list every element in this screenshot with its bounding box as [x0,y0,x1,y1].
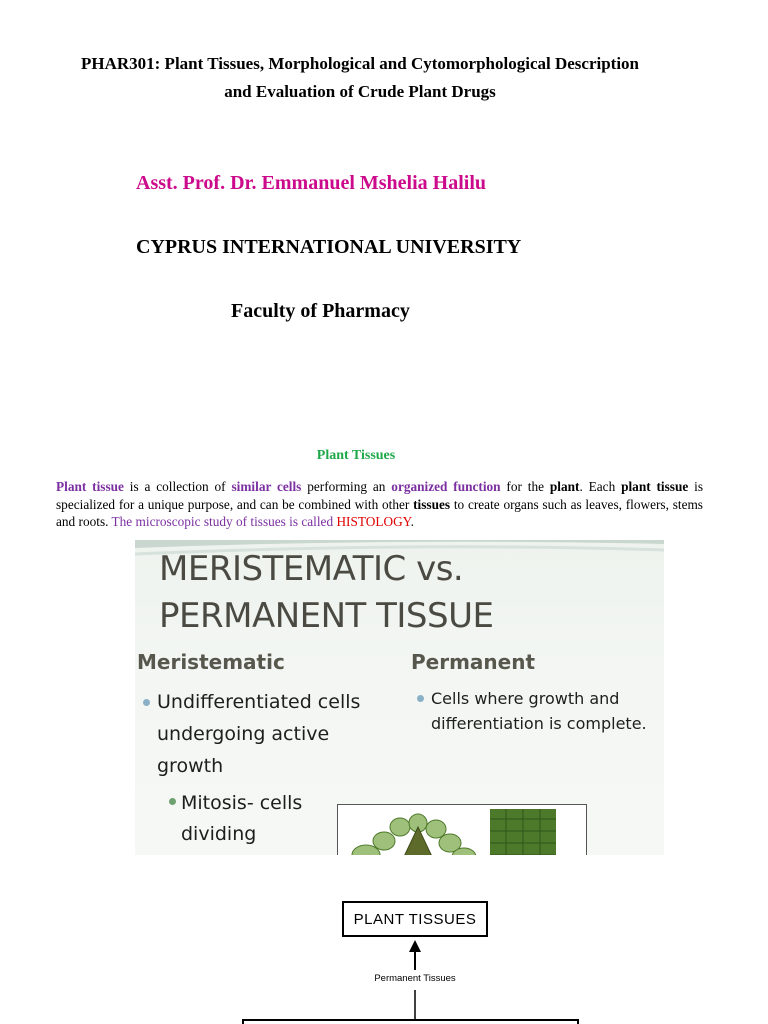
child-box-edge [243,1020,578,1024]
bullet-line: Undifferentiated cells [157,691,361,713]
arrow-up-icon [409,940,421,952]
section-heading: Plant Tissues [316,448,396,463]
text-run: performing an [301,479,392,494]
term-similar-cells: similar cells [231,479,302,494]
text-run: to create organs such as leaves, flowers, stems and roots. [56,496,703,529]
bullet-line: Cells where growth and [431,689,620,708]
bullet-line: undergoing active [157,723,330,745]
bullet-line: dividing [181,823,257,845]
title-line-2: and Evaluation of Crude Plant Drugs [224,82,496,101]
bullet-line: growth [157,755,224,777]
university-name: CYPRUS INTERNATIONAL UNIVERSITY [136,236,522,258]
term-plant: plant [549,479,580,494]
bullet-line: Mitosis- cells [181,792,303,814]
permanent-heading: Permanent [411,650,536,674]
text-run: is a collection of [123,479,232,494]
text-run: for the [500,479,550,494]
plant-tissues-box: PLANT TISSUES [342,901,488,937]
permanent-tissues-label: Permanent Tissues [374,973,456,984]
term-organized-function: organized function [391,479,501,494]
author-name: Asst. Prof. Dr. Emmanuel Mshelia Halilu [136,172,487,194]
text-run: . [410,514,414,529]
slide-title-line-1: MERISTEMATIC vs. [159,549,464,589]
meristematic-heading: Meristematic [137,650,285,674]
faculty-name: Faculty of Pharmacy [231,300,410,322]
micro-study-text: The microscopic study of tissues is called [111,514,337,529]
term-plant-tissue: Plant tissue [56,479,124,494]
term-plant-tissue-2: plant tissue [621,479,689,494]
text-run: is specialized for a unique purpose, and can be combined with other [56,479,703,512]
term-histology: HISTOLOGY [336,514,411,529]
text-run: . Each [579,479,622,494]
term-tissues: tissues [413,496,451,512]
title-line-1: PHAR301: Plant Tissues, Morphological and Cytomorphological Description [80,54,640,73]
bullet-line: differentiation is complete. [431,714,647,733]
slide-title-line-2: PERMANENT TISSUE [159,596,494,636]
